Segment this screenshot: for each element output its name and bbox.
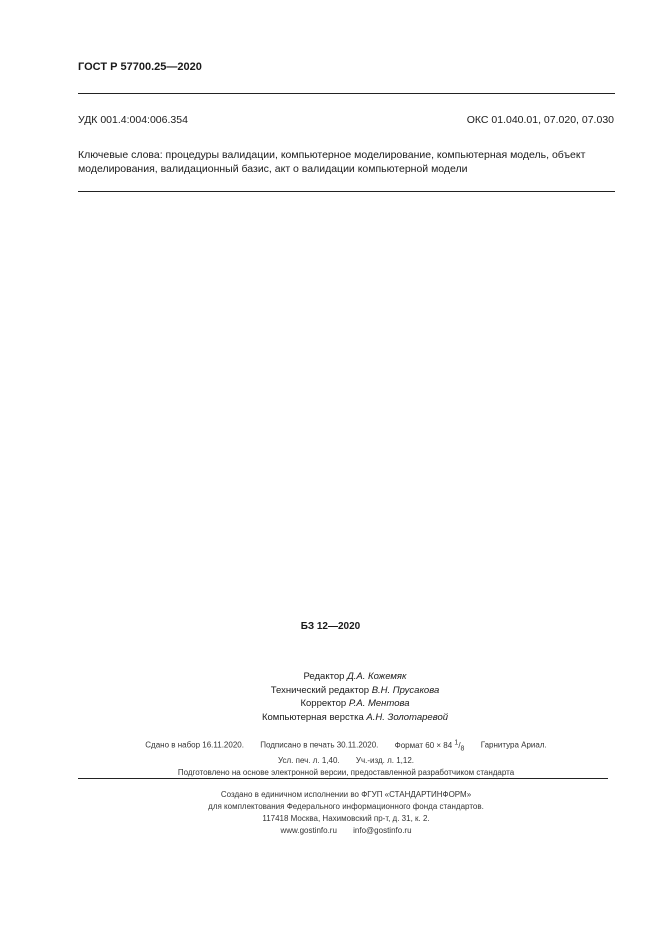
print-line-2 <box>0 755 661 767</box>
email-link[interactable]: info@gostinfo.ru <box>353 826 412 835</box>
credit-line <box>0 711 661 725</box>
typeface: Гарнитура Ариал. <box>480 740 547 750</box>
credit-line <box>0 670 661 684</box>
credit-role: Корректор <box>300 698 347 709</box>
credit-role: Компьютерная верстка <box>261 711 364 723</box>
publisher-address: 117418 Москва, Нахимовский пр-т, д. 31, к. 2. <box>262 814 430 823</box>
udk-code: УДК 001.4:004:006.354 <box>78 114 188 126</box>
publisher-info <box>0 789 661 837</box>
header-rule <box>78 93 615 94</box>
print-info <box>0 737 661 779</box>
print-sheets: Усл. печ. л. 1,40. <box>277 756 340 766</box>
credit-name: В.Н. Прусакова <box>371 684 440 696</box>
publisher-line-2: для комплектования Федерального информационного фонда стандартов. <box>208 802 484 811</box>
oks-code: ОКС 01.040.01, 07.020, 07.030 <box>466 114 614 126</box>
print-note: Подготовлено на основе электронной версии, предоставленной разработчиком стандарта <box>177 768 515 778</box>
credit-name: Р.А. Ментова <box>348 698 410 709</box>
format: Формат 60 × 84 $^1/_8$ <box>394 739 465 753</box>
keywords-line-1: Ключевые слова: процедуры валидации, компьютерное моделирование, компьютерная модель, объект <box>78 149 586 161</box>
credit-role: Редактор <box>303 671 345 682</box>
submitted-date: Сдано в набор 16.11.2020. <box>145 740 244 750</box>
publisher-contacts <box>0 825 661 837</box>
credit-role: Технический редактор <box>270 684 370 696</box>
footer-rule <box>78 778 608 779</box>
signed-date: Подписано в печать 30.11.2020. <box>260 740 379 750</box>
document-code: ГОСТ Р 57700.25—2020 <box>78 61 202 73</box>
keywords <box>78 148 618 176</box>
website-link[interactable]: www.gostinfo.ru <box>280 826 337 835</box>
credit-name: Д.А. Кожемяк <box>347 671 407 682</box>
credit-line <box>0 684 661 698</box>
print-line-1 <box>0 737 661 755</box>
keywords-rule <box>78 191 615 192</box>
keywords-line-2: моделирования, валидационный базис, акт о валидации компьютерной модели <box>78 163 468 175</box>
credit-line <box>0 697 661 711</box>
credits <box>0 670 661 724</box>
publisher-line-1: Создано в единичном исполнении во ФГУП «СТАНДАРТИНФОРМ» <box>220 790 472 799</box>
publishing-sheets: Уч.-изд. л. 1,12. <box>355 756 415 766</box>
bz-number: БЗ 12—2020 <box>300 621 361 632</box>
credit-name: А.Н. Золотаревой <box>366 711 449 723</box>
